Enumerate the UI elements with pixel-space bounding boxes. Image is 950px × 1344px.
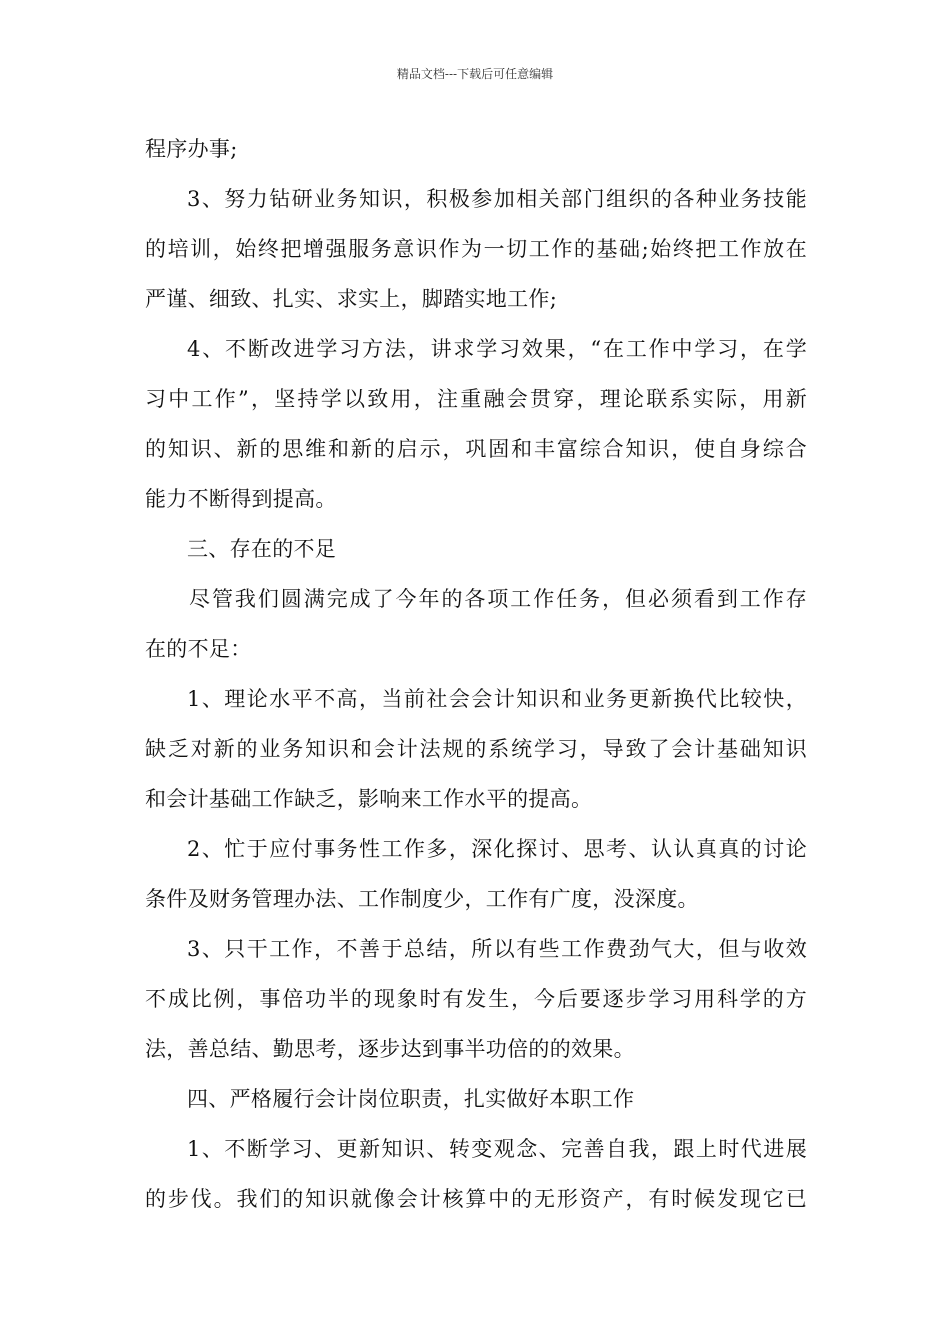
text-line: 程序办事; [145, 137, 238, 161]
text-line: 法，善总结、勤思考，逐步达到事半功倍的的效果。 [145, 1037, 635, 1061]
document-body [145, 124, 807, 1224]
section-heading: 三、存在的不足 [187, 537, 337, 561]
text-line: 在的不足： [145, 637, 252, 661]
text-line: 严谨、细致、扎实、求实上，脚踏实地工作; [145, 287, 558, 311]
text-line: 2、忙于应付事务性工作多，深化探讨、思考、认认真真的讨论 [187, 837, 807, 861]
text-line: 和会计基础工作缺乏，影响来工作水平的提高。 [145, 787, 593, 811]
text-line: 4、不断改进学习方法，讲求学习效果，“在工作中学习，在学 [187, 337, 807, 361]
text-line: 不成比例，事倍功半的现象时有发生，今后要逐步学习用科学的方 [145, 987, 807, 1011]
text-line: 的步伐。我们的知识就像会计核算中的无形资产，有时候发现它已 [145, 1187, 807, 1211]
text-line: 的知识、新的思维和新的启示，巩固和丰富综合知识，使自身综合 [145, 437, 807, 461]
text-line: 习中工作”，坚持学以致用，注重融会贯穿，理论联系实际，用新 [145, 387, 807, 411]
page-header: 精品文档---下载后可任意编辑 [396, 67, 554, 81]
text-line: 的培训，始终把增强服务意识作为一切工作的基础;始终把工作放在 [145, 237, 807, 261]
text-line: 3、努力钻研业务知识，积极参加相关部门组织的各种业务技能 [187, 187, 807, 211]
section-heading: 四、严格履行会计岗位职责，扎实做好本职工作 [187, 1087, 635, 1111]
text-line: 1、理论水平不高，当前社会会计知识和业务更新换代比较快， [187, 687, 807, 711]
text-line: 1、不断学习、更新知识、转变观念、完善自我，跟上时代进展 [187, 1137, 807, 1161]
text-line: 尽管我们圆满完成了今年的各项工作任务，但必须看到工作存 [189, 587, 807, 611]
text-line: 能力不断得到提高。 [145, 487, 337, 511]
text-line: 3、只干工作，不善于总结，所以有些工作费劲气大，但与收效 [187, 937, 807, 961]
text-line: 条件及财务管理办法、工作制度少，工作有广度，没深度。 [145, 887, 699, 911]
text-line: 缺乏对新的业务知识和会计法规的系统学习，导致了会计基础知识 [145, 737, 807, 761]
